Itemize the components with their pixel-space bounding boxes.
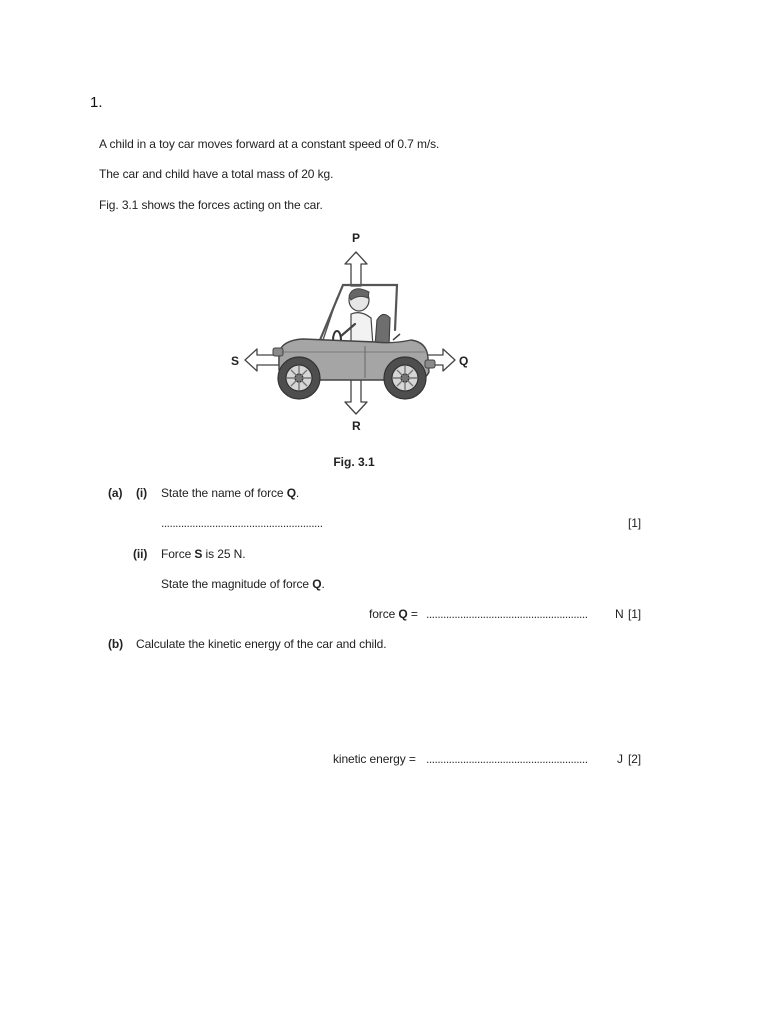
part-a-ii-prompt: State the magnitude of force Q. xyxy=(161,577,325,591)
part-a-i-label: (i) xyxy=(136,486,148,500)
part-a-i-marks: [1] xyxy=(628,516,642,530)
part-a-ii-unit: N xyxy=(615,607,624,621)
intro-line-3: Fig. 3.1 shows the forces acting on the car. xyxy=(99,198,323,212)
part-b-prompt: Calculate the kinetic energy of the car and child. xyxy=(136,637,387,651)
part-b-marks: [2] xyxy=(628,752,642,766)
force-arrow-down xyxy=(345,380,367,414)
part-b-unit: J xyxy=(617,752,623,766)
part-a-ii-marks: [1] xyxy=(628,607,642,621)
car-wheel-rear xyxy=(384,357,426,399)
part-a-label: (a) xyxy=(108,486,123,500)
toy-car-force-diagram xyxy=(225,228,485,438)
part-b-label: (b) xyxy=(108,637,124,651)
part-a-ii-answer-label: force Q = xyxy=(369,607,418,621)
intro-line-2: The car and child have a total mass of 20 kg. xyxy=(99,167,334,181)
part-a-ii-label: (ii) xyxy=(133,547,148,561)
part-a-i-answer-line[interactable]: ......................................................... xyxy=(161,516,323,530)
part-b-answer-label: kinetic energy = xyxy=(333,752,416,766)
figure-caption: Fig. 3.1 xyxy=(333,455,375,469)
force-label-p: P xyxy=(352,231,361,245)
question-number: 1. xyxy=(90,94,103,111)
car-seat xyxy=(375,314,390,346)
force-label-s: S xyxy=(231,354,240,368)
car-wheel-front xyxy=(278,357,320,399)
part-a-i-prompt: State the name of force Q. xyxy=(161,486,300,500)
force-label-q: Q xyxy=(459,354,469,368)
part-b-answer-line[interactable]: ......................................................... xyxy=(426,752,588,766)
intro-line-1: A child in a toy car moves forward at a constant speed of 0.7 m/s. xyxy=(99,137,440,151)
part-a-ii-answer-line[interactable]: ......................................................... xyxy=(426,607,588,621)
child-figure xyxy=(341,289,373,346)
force-arrow-up xyxy=(345,252,367,286)
part-a-ii-statement: Force S is 25 N. xyxy=(161,547,246,561)
force-label-r: R xyxy=(352,419,361,433)
